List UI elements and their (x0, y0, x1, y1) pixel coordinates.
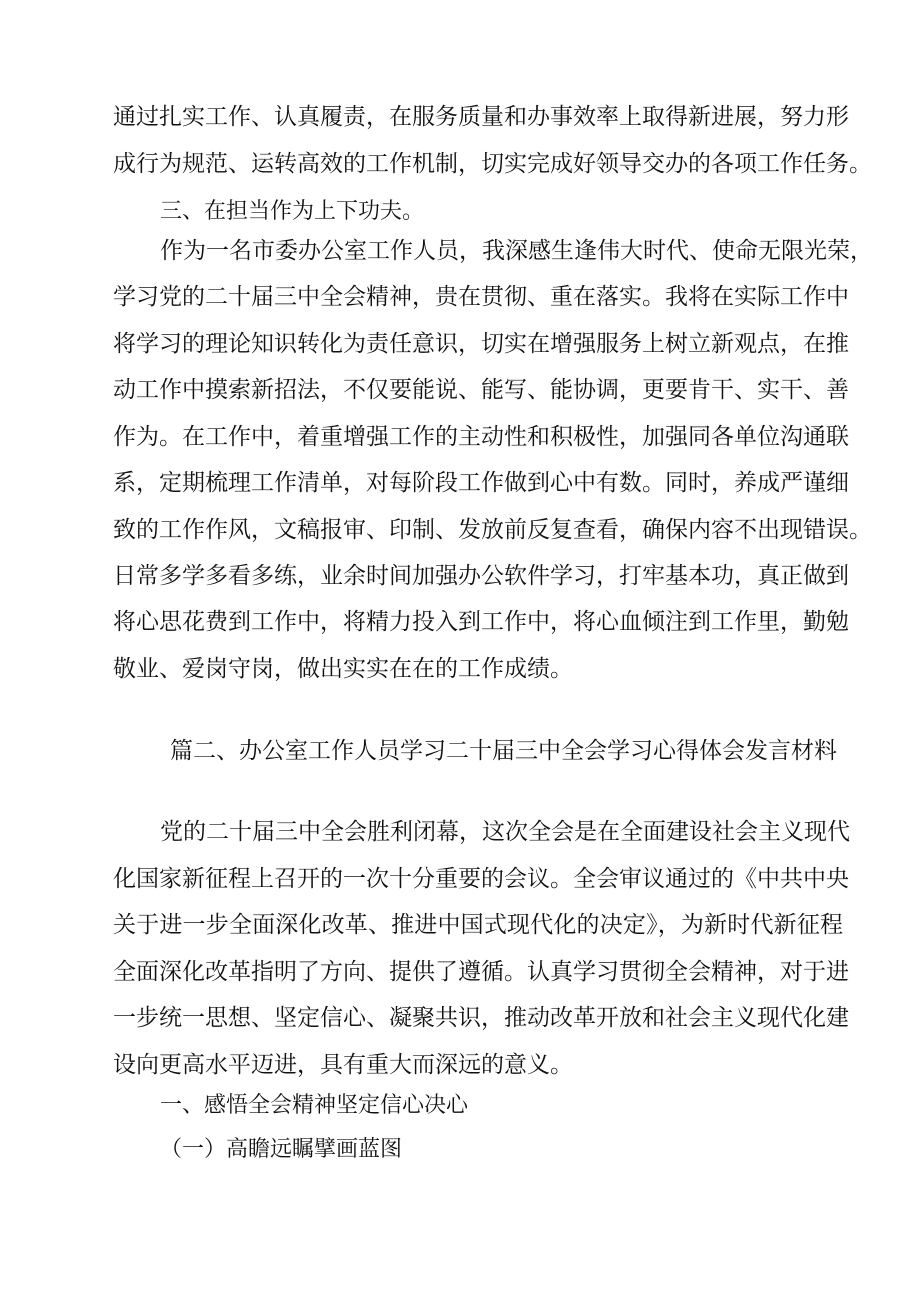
paragraph-line: 设向更高水平迈进，具有重大而深远的意义。 (113, 1052, 573, 1078)
sub-heading: （一）高瞻远瞩擘画蓝图 (160, 1137, 403, 1162)
paragraph-line: 关于进一步全面深化改革、推进中国式现代化的决定》，为新时代新征程 (113, 912, 843, 938)
paragraph-line: 一步统一思想、坚定信心、凝聚共识，推动改革开放和社会主义现代化建 (113, 1005, 849, 1031)
section-heading: 一、感悟全会精神坚定信心决心 (160, 1093, 469, 1118)
paragraph-line: 将心思花费到工作中，将精力投入到工作中，将心血倾注到工作里，勤勉 (113, 609, 849, 635)
paragraph-line: 致的工作作风，文稿报审、印制、发放前反复查看，确保内容不出现错误。 (113, 517, 872, 543)
paragraph-line: 成行为规范、运转高效的工作机制，切实完成好领导交办的各项工作任务。 (113, 151, 872, 177)
paragraph-line: 作为。在工作中，着重增强工作的主动性和积极性，加强同各单位沟通联 (113, 424, 849, 450)
paragraph-line: 敬业、爱岗守岗，做出实实在在的工作成绩。 (113, 656, 573, 682)
paragraph-line: 全面深化改革指明了方向、提供了遵循。认真学习贯彻全会精神，对于进 (113, 959, 849, 985)
paragraph-line: 系，定期梳理工作清单，对每阶段工作做到心中有数。同时，养成严谨细 (113, 470, 849, 496)
paragraph-line: 通过扎实工作、认真履责，在服务质量和办事效率上取得新进展，努力形 (113, 104, 849, 130)
paragraph-line: 作为一名市委办公室工作人员，我深感生逢伟大时代、使命无限光荣， (160, 238, 873, 264)
paragraph-line: 学习党的二十届三中全会精神，贵在贯彻、重在落实。我将在实际工作中 (113, 284, 849, 310)
section-heading: 三、在担当作为上下功夫。 (160, 199, 425, 224)
paragraph-line: 动工作中摸索新招法，不仅要能说、能写、能协调，更要肯干、实干、善 (113, 377, 849, 403)
paragraph-line: 党的二十届三中全会胜利闭幕，这次全会是在全面建设社会主义现代 (160, 819, 850, 845)
paragraph-line: 日常多学多看多练，业余时间加强办公软件学习，打牢基本功，真正做到 (113, 563, 849, 589)
paragraph-line: 将学习的理论知识转化为责任意识，切实在增强服务上树立新观点，在推 (113, 331, 849, 357)
article-title: 篇二、办公室工作人员学习二十届三中全会学习心得体会发言材料 (170, 738, 837, 764)
paragraph-line: 化国家新征程上召开的一次十分重要的会议。全会审议通过的《中共中央 (113, 866, 849, 892)
